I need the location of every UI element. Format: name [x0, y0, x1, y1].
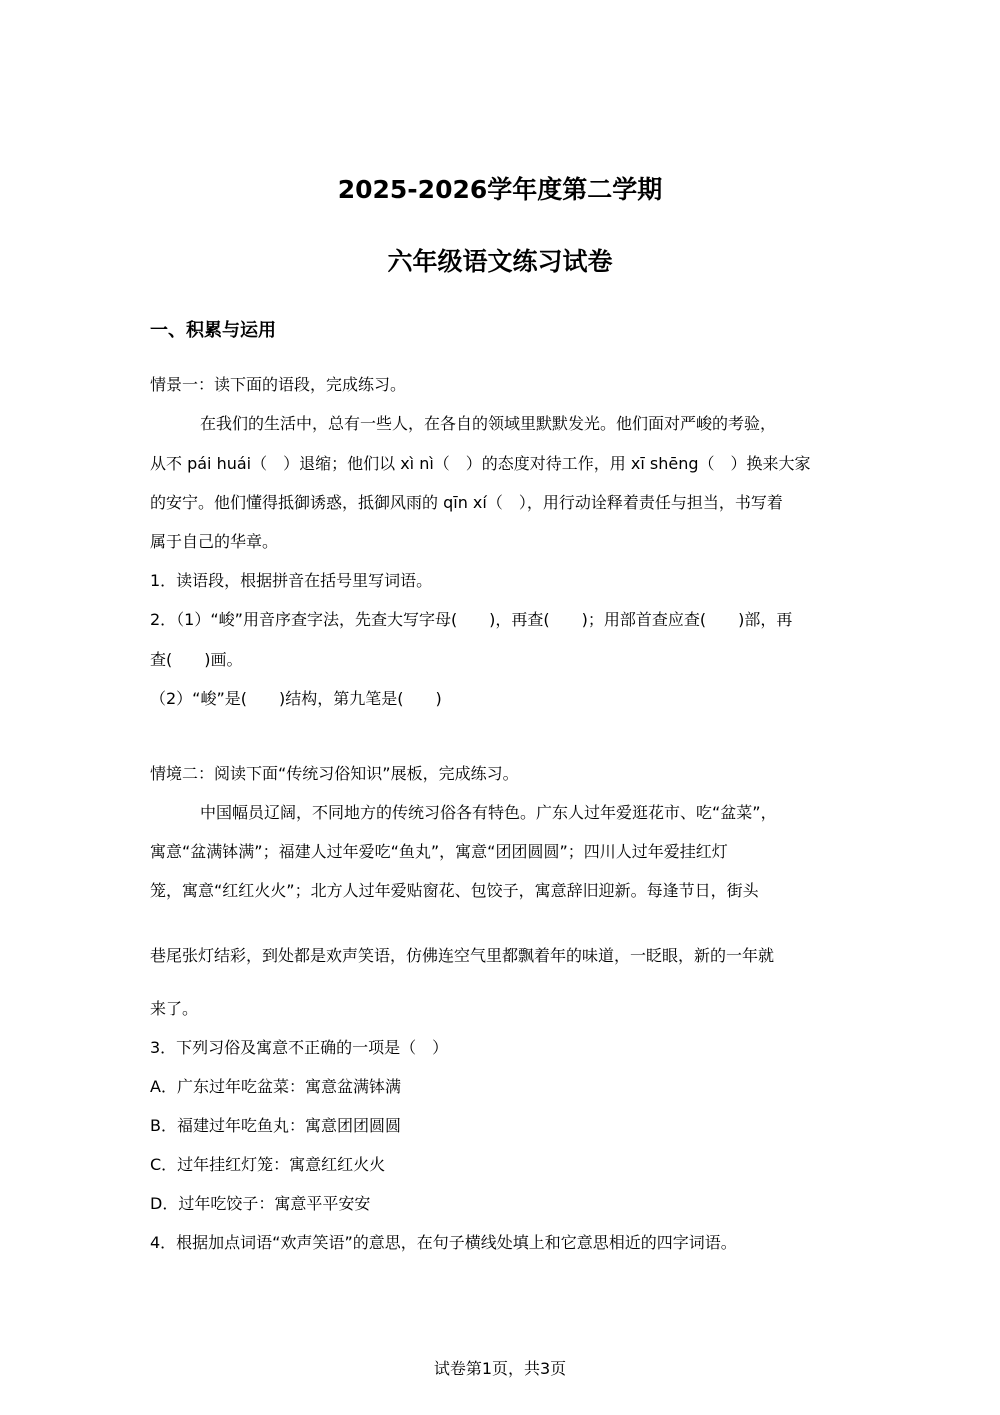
scene1-intro: 情景一：读下面的语段，完成练习。 [150, 375, 407, 394]
option-d: D．过年吃饺子：寓意平平安安 [150, 1194, 371, 1213]
question-2-part2: （2）“峻”是( )结构，第九笔是( ) [150, 689, 442, 708]
scene2-paragraph-line: 寓意“盆满钵满”；福建人过年爱吃“鱼丸”，寓意“团团圆圆”；四川人过年爱挂红灯 [150, 842, 728, 861]
page-footer: 试卷第1页，共3页 [433, 1359, 567, 1378]
section-heading: 一、积累与运用 [150, 320, 276, 341]
page-subtitle: 六年级语文练习试卷 [387, 247, 613, 276]
option-c: C．过年挂红灯笼：寓意红红火火 [150, 1155, 386, 1174]
page-title: 2025-2026学年度第二学期 [337, 175, 663, 204]
scene1-paragraph-line: 在我们的生活中，总有一些人，在各自的领域里默默发光。他们面对严峻的考验， [200, 414, 777, 433]
scene2-paragraph-line: 笼，寓意“红红火火”；北方人过年爱贴窗花、包饺子，寓意辞旧迎新。每逢节日，街头 [150, 881, 759, 900]
scene1-paragraph-line: 从不 pái huái（ ）退缩；他们以 xì nì（ ）的态度对待工作，用 xī shēng（ ）换来大家 [150, 454, 811, 473]
question-1: 1．读语段，根据拼音在括号里写词语。 [150, 571, 433, 590]
scene2-paragraph-line: 来了。 [150, 999, 199, 1018]
question-4: 4．根据加点词语“欢声笑语”的意思，在句子横线处填上和它意思相近的四字词语。 [150, 1233, 737, 1252]
scene2-paragraph-line: 中国幅员辽阔，不同地方的传统习俗各有特色。广东人过年爱逛花市、吃“盆菜”， [200, 803, 777, 822]
scene1-paragraph-line: 属于自己的华章。 [150, 532, 279, 551]
scene2-paragraph-line: 巷尾张灯结彩，到处都是欢声笑语，仿佛连空气里都飘着年的味道，一眨眼，新的一年就 [150, 946, 775, 965]
scene2-intro: 情境二：阅读下面“传统习俗知识”展板，完成练习。 [150, 764, 519, 783]
question-2-part1-cont: 查( )画。 [150, 650, 243, 669]
question-2-part1: 2．（1）“峻”用音序查字法，先查大写字母( )，再查( )；用部首查应查( )部，再 [150, 610, 793, 629]
scene1-paragraph-line: 的安宁。他们懂得抵御诱惑，抵御风雨的 qīn xí（ ），用行动诠释着责任与担当，书写着 [150, 493, 783, 512]
option-b: B．福建过年吃鱼丸：寓意团团圆圆 [150, 1116, 401, 1135]
question-3: 3．下列习俗及寓意不正确的一项是（ ） [150, 1038, 449, 1057]
option-a: A．广东过年吃盆菜：寓意盆满钵满 [150, 1077, 401, 1096]
